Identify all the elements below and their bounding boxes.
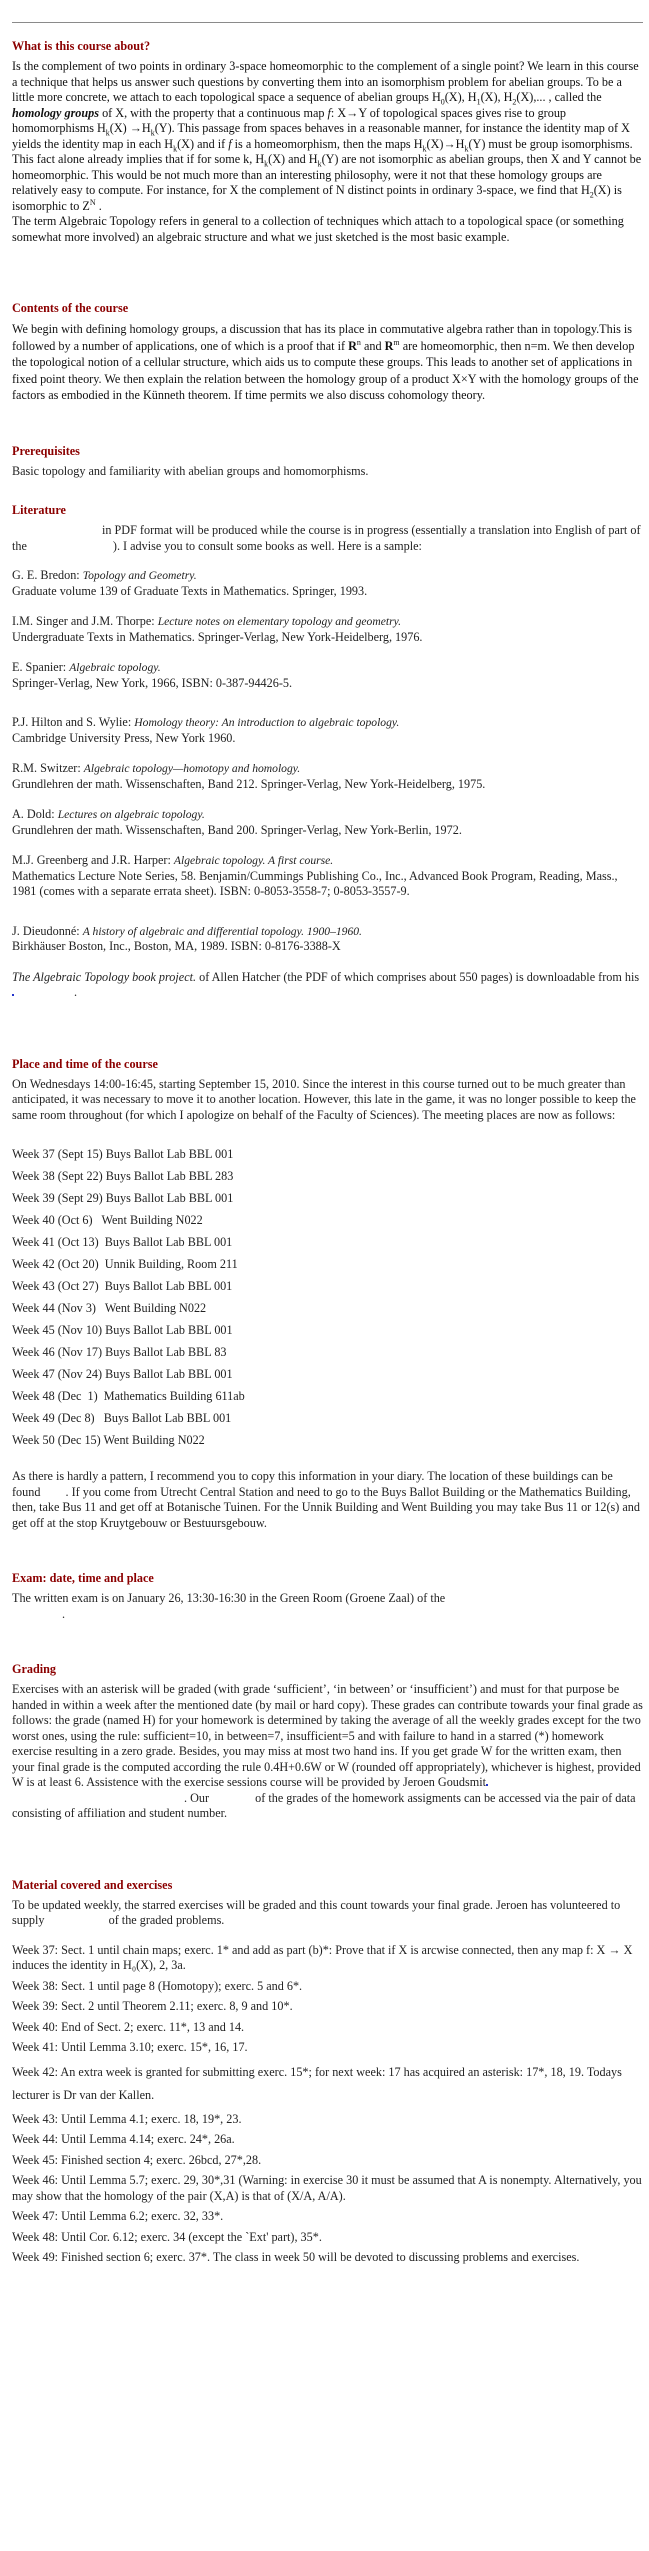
exam-text: The written exam is on January 26, 13:30-16:30 in the Green Room (Groene Zaal) of the . xyxy=(12,1591,446,1621)
about-paragraph-1: Is the complement of two points in ordinary 3-space homeomorphic to the complement of a single point? We learn in this course a technique that helps us answer such questions by converting them into an isomorphism problem for abelian groups. To be a little more concrete, we attach to each topological space a sequence of abelian groups $H_0(X)$, $H_1(X)$, $H_2(X)$,... , called the homology groups of X, with the property that a continuous map f: X→Y of topological spaces gives rise to group homomorphisms $H_k(X) \to H_k(Y)$. This passage from spaces behaves in a reasonable manner, for instance the identity map of X yields the identity map in each $H_k(X)$ and if f is a homeomorphism, then the maps $H_k(X)\to H_k(Y)$ must be group isomorphisms. This fact alone already implies that if for some k, $H_k(X)$ and $H_k(Y)$ are not isomorphic as abelian groups, then X and Y cannot be homeomorphic. This would be not much more than an interesting philosophy, were it not that these homology groups are relatively easy to compute. For instance, for X the complement of N distinct points in ordinary 3-space, we find that $H_2(X)$ is isomorphic to $Z^N$ . xyxy=(12,59,642,213)
heading-grading: Grading xyxy=(12,1662,57,1676)
week-entry: Week 40: End of Sect. 2; exerc. 11*, 13 and 14. xyxy=(12,2019,245,2034)
schedule-item: Week 43 (Oct 27) Buys Ballot Lab BBL 001 xyxy=(12,1279,233,1293)
hatcher-homepage-link[interactable] xyxy=(12,994,14,996)
schedule-item: Week 40 (Oct 6) Went Building N022 xyxy=(12,1213,203,1227)
section-about xyxy=(12,39,643,245)
reference-item: A. Dold: Lectures on algebraic topology. Grundlehren der math. Wissenschaften, Band 200. Springer-Verlag, New York-Berlin, 1972. xyxy=(12,807,462,837)
week-entry: Week 47: Until Lemma 6.2; exerc. 32, 33*. xyxy=(12,2209,224,2223)
week-entry: Week 37: Sect. 1 until chain maps; exerc. 1* and add as part (b)*: Prove that if X is arcwise connected, then any map f: X → X induces the identity in H₀(X), 2, 3a. xyxy=(12,1942,633,1972)
week-entry: Week 45: Finished section 4; exerc. 26bcd, 27*,28. xyxy=(12,2152,262,2167)
schedule-item: Week 42 (Oct 20) Unnik Building, Room 211 xyxy=(12,1257,238,1271)
heading-literature: Literature xyxy=(12,503,66,517)
heading-place-time: Place and time of the course xyxy=(12,1056,158,1071)
week-entry: Week 49: Finished section 6; exerc. 37*. The class in week 50 will be devoted to discussing problems and exercises. xyxy=(12,2250,580,2264)
section-contents xyxy=(12,301,643,404)
week-entry: Week 48: Until Cor. 6.12; exerc. 34 (except the `Ext' part), 35*. xyxy=(12,2229,322,2244)
schedule-item: Week 37 (Sept 15) Buys Ballot Lab BBL 001 xyxy=(12,1147,234,1161)
reference-item: E. Spanier: Algebraic topology. Springer-Verlag, New York, 1966, ISBN: 0-387-94426-5. xyxy=(12,660,293,690)
material-intro: To be updated weekly, the starred exercises will be graded and this count towards your final grade. Jeroen has volunteered to supply of the graded problems. xyxy=(12,1897,621,1927)
contents-paragraph: We begin with defining homology groups, a discussion that has its place in commutative algebra rather than in topology.This is followed by a number of applications, one of which is a proof that if $R^n$ and $R^m$ are homeomorphic, then n=m. We then develop the topological notion of a cellular structure, which aids us to compute these groups. This leads to another set of applications in fixed point theory. We then explain the relation between the homology group of a product X×Y with the homology groups of the factors as embodied in the Künneth theorem. If time permits we also discuss cohomology theory. xyxy=(12,322,639,402)
heading-about: What is this course about? xyxy=(12,39,151,53)
schedule-item: Week 38 (Sept 22) Buys Ballot Lab BBL 283 xyxy=(12,1169,234,1183)
week-entry: Week 39: Sect. 2 until Theorem 2.11; exerc. 8, 9 and 10*. xyxy=(12,1999,293,2013)
reference-item: R.M. Switzer: Algebraic topology—homotopy and homology. Grundlehren der math. Wissenschaften, Band 212. Springer-Verlag, New York-Heidelberg, 1975. xyxy=(12,761,486,791)
section-place-time xyxy=(12,1057,643,1532)
section-material xyxy=(12,1878,643,2266)
heading-prerequisites: Prerequisites xyxy=(12,443,80,458)
section-exam xyxy=(12,1571,643,1622)
week-entry: Week 42: An extra week is granted for submitting exerc. 15*; for next week: 17 has acquired an asterisk: 17*, 18, 19. Todays lecturer is Dr van der Kallen. xyxy=(12,2064,622,2102)
reference-item: J. Dieudonné: A history of algebraic and differential topology. 1900–1960. Birkhäuser Boston, Inc., Boston, MA, 1989. ISBN: 0-8176-3388-X xyxy=(12,923,362,953)
schedule-item: Week 49 (Dec 8) Buys Ballot Lab BBL 001 xyxy=(12,1411,232,1425)
schedule-item: Week 45 (Nov 10) Buys Ballot Lab BBL 001 xyxy=(12,1323,233,1337)
weekly-material-list xyxy=(12,1943,643,2266)
reference-item: I.M. Singer and J.M. Thorpe: Lecture notes on elementary topology and geometry. Undergraduate Texts in Mathematics. Springer-Verlag, New York-Heidelberg, 1976. xyxy=(12,614,423,644)
place-directions: As there is hardly a pattern, I recommend you to copy this information in your diary. The location of these buildings can be found . If you come from Utrecht Central Station and need to go to the Buys Ballot Building or the Mathematics Building, then, take Bus 11 and get off at Botanische Tuinen. For the Unnik Building and Went Building you may take Bus 11 or 12(s) and get off at the stop Kruytgebouw or Bestuursgebouw. xyxy=(12,1469,640,1530)
reference-item: P.J. Hilton and S. Wylie: Homology theory: An introduction to algebraic topology. Cambridge University Press, New York 1960. xyxy=(12,715,400,745)
heading-exam: Exam: date, time and place xyxy=(12,1571,154,1585)
schedule-item: Week 44 (Nov 3) Went Building N022 xyxy=(12,1301,207,1315)
literature-intro: in PDF format will be produced while the course is in progress (essentially a translation into English of part of the ). I advise you to consult some books as well. Here is a sample: xyxy=(12,523,641,553)
about-paragraph-2: The term Algebraic Topology refers in general to a collection of techniques which attach to a topological space (or something somewhat more involved) an algebraic structure and what we just sketched is the most basic example. xyxy=(12,214,624,244)
schedule-item: Week 41 (Oct 13) Buys Ballot Lab BBL 001 xyxy=(12,1235,233,1249)
reference-item: G. E. Bredon: Topology and Geometry. Graduate volume 139 of Graduate Texts in Mathematics. Springer, 1993. xyxy=(12,568,368,598)
section-prerequisites xyxy=(12,444,643,480)
section-literature xyxy=(12,503,643,1001)
schedule-list xyxy=(12,1147,643,1449)
assistant-email-link[interactable] xyxy=(486,1784,488,1786)
schedule-item: Week 46 (Nov 17) Buys Ballot Lab BBL 83 xyxy=(12,1345,227,1359)
hatcher-reference: The Algebraic Topology book project. of Allen Hatcher (the PDF of which comprises about 550 pages) is downloadable from his . xyxy=(12,969,640,999)
schedule-item: Week 50 (Dec 15) Went Building N022 xyxy=(12,1433,205,1447)
heading-material: Material covered and exercises xyxy=(12,1877,173,1892)
week-entry: Week 41: Until Lemma 3.10; exerc. 15*, 16, 17. xyxy=(12,2040,248,2054)
schedule-item: Week 48 (Dec 1) Mathematics Building 611ab xyxy=(12,1389,245,1403)
prerequisites-text: Basic topology and familiarity with abelian groups and homomorphisms. xyxy=(12,463,369,478)
schedule-item: Week 39 (Sept 29) Buys Ballot Lab BBL 001 xyxy=(12,1191,234,1205)
heading-contents: Contents of the course xyxy=(12,301,129,315)
week-entry: Week 44: Until Lemma 4.14; exerc. 24*, 26a. xyxy=(12,2132,235,2146)
course-page xyxy=(0,22,649,2311)
schedule-item: Week 47 (Nov 24) Buys Ballot Lab BBL 001 xyxy=(12,1367,233,1381)
reference-item: M.J. Greenberg and J.R. Harper: Algebraic topology. A first course. Mathematics Lecture Note Series, 58. Benjamin/Cummings Publishing Co., Inc., Advanced Book Program, Reading, Mass., 1981 (comes with a separate errata sheet). ISBN: 0-8053-3558-7; 0-8053-3557-9. xyxy=(12,853,618,898)
week-entry: Week 46: Until Lemma 5.7; exerc. 29, 30*,31 (Warning: in exercise 30 it must be assumed that A is nonempty. Alternatively, you may show that the homology of the pair (X,A) is that of (X/A, A/A). xyxy=(12,2173,642,2203)
section-grading xyxy=(12,1662,643,1822)
place-intro: On Wednesdays 14:00-16:45, starting September 15, 2010. Since the interest in this course turned out to be much greater than anticipated, it was necessary to move it to another location. However, this late in the game, it was no longer possible to keep the same room throughout (for which I apologize on behalf of the Faculty of Sciences). The meeting places are now as follows: xyxy=(12,1076,636,1122)
week-entry: Week 43: Until Lemma 4.1; exerc. 18, 19*, 23. xyxy=(12,2111,242,2126)
grading-text: Exercises with an asterisk will be graded (with grade ‘sufficient’, ‘in between’ or ‘insufficient’) and must for that purpose be handed in within a week after the mentioned date (by mail or hard copy). These grades can contribute towards your final grade as follows: the grade (named H) for your homework is determined by taking the average of all the weekly grades except for the two worst ones, using the rule: sufficient=10, in between=7, insufficient=5 and with failure to hand in a starred (*) homework exercise resulting in a zero grade. Besides, you may miss at most two hand ins. If you get grade W for the written exam, then your final grade is the computed according the rule 0.4H+0.6W or W (rounded off appropriately), whichever is highest, provided W is at least 6. Assistence with the exercise sessions course will be provided by Jeroen Goudsmit. Our of the grades of the homework assigments can be accessed via the pair of data consisting of affiliation and student number. xyxy=(12,1682,643,1820)
week-entry: Week 38: Sect. 1 until page 8 (Homotopy); exerc. 5 and 6*. xyxy=(12,1978,303,1993)
